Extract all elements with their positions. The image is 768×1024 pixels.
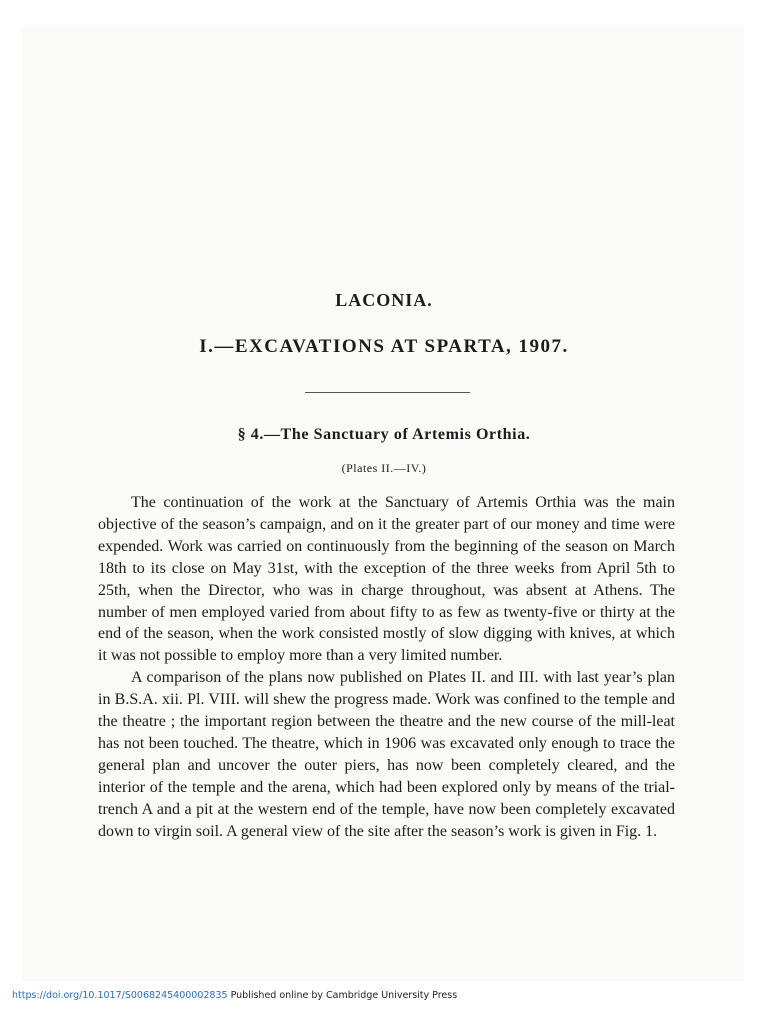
body-text — [98, 492, 675, 843]
published-text: Published online by Cambridge University Press — [227, 990, 458, 1001]
plates-note: (Plates II.—IV.) — [341, 461, 427, 475]
paragraph-1: The continuation of the work at the Sanctuary of Artemis Orthia was the main objective of the season’s campaign, and on it the greater part of our money and time were expended. Work was carried on continuously from the beginning of the season on March 18th to its close on May 31st, with the exception of the three weeks from April 5th to 25th, when the Director, who was in charge throughout, was absent at Athens. The number of men employed varied from about fifty to as few as twenty-five or thirty at the end of the season, when the work consisted mostly of slow digging with knives, at which it was not possible to employ more than a very limited number. — [98, 494, 675, 665]
footer — [12, 990, 457, 1001]
page-subtitle: I.—EXCAVATIONS AT SPARTA, 1907. — [199, 336, 569, 357]
doi-link[interactable]: https://doi.org/10.1017/S0068245400002835 — [12, 990, 228, 1001]
paragraph-2: A comparison of the plans now published on Plates II. and III. with last year’s plan in B.S.A. xii. Pl. VIII. will shew the progress made. Work was confined to the temple and the theatre ; the important region between the theatre and the new course of the mill-leat has not been touched. The theatre, which in 1906 was excavated only enough to trace the general plan and uncover the outer piers, has now been completely cleared, and the interior of the temple and the arena, which had been explored only by means of the trial-trench A and a pit at the western end of the temple, have now been completely excavated down to virgin soil. A general view of the site after the season’s work is given in Fig. 1. — [98, 669, 675, 840]
section-heading: § 4.—The Sanctuary of Artemis Orthia. — [237, 426, 531, 443]
divider-rule — [305, 392, 470, 393]
page-title: LACONIA. — [335, 290, 433, 310]
